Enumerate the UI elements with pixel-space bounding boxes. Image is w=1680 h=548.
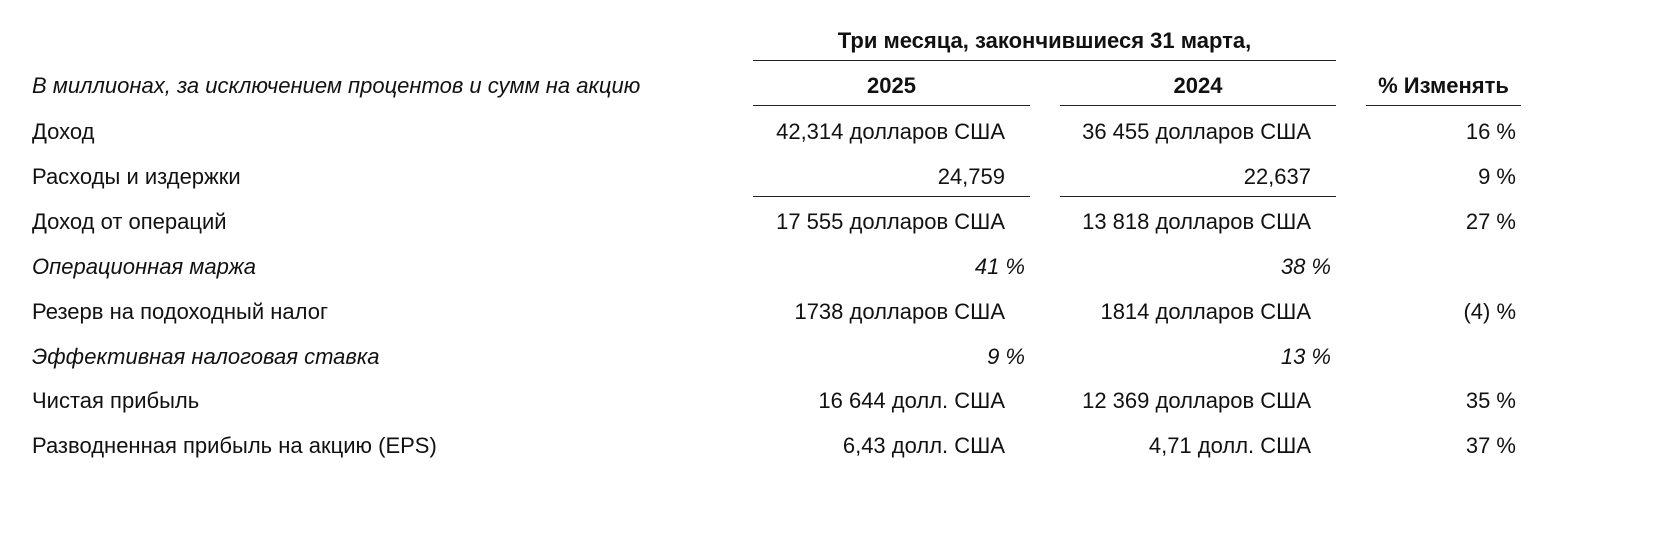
- column-header-2025: 2025: [867, 73, 916, 98]
- tax-provision-change: (4) %: [1463, 299, 1516, 324]
- period-underline: [753, 60, 1336, 61]
- header-underline-change: [1366, 105, 1521, 106]
- effective-tax-rate-2025: 9 %: [987, 344, 1025, 369]
- operating-margin-2025: 41 %: [974, 254, 1025, 279]
- header-underline-2025: [753, 105, 1030, 106]
- column-header-2024: 2024: [1173, 73, 1223, 98]
- row-label-operating-income: Доход от операций: [32, 209, 227, 234]
- row-label-net-income: Чистая прибыль: [32, 388, 200, 413]
- column-header-change: % Изменять: [1378, 73, 1509, 98]
- operating-margin-2024: 38 %: [1280, 254, 1331, 279]
- diluted-eps-change: 37 %: [1465, 433, 1516, 458]
- row-label-costs: Расходы и издержки: [32, 164, 241, 189]
- operating-income-2024: 13 818 долларов США: [1082, 209, 1311, 234]
- units-subtitle: В миллионах, за исключением процентов и сумм на акцию: [32, 73, 641, 98]
- diluted-eps-2025: 6,43 долл. США: [842, 433, 1005, 458]
- subtotal-underline-2024: [1060, 196, 1336, 197]
- net-income-2024: 12 369 долларов США: [1082, 388, 1311, 413]
- costs-2024: 22,637: [1243, 164, 1311, 189]
- row-label-revenue: Доход: [32, 119, 95, 144]
- costs-2025: 24,759: [937, 164, 1005, 189]
- header-underline-2024: [1060, 105, 1336, 106]
- tax-provision-2024: 1814 долларов США: [1100, 299, 1311, 324]
- effective-tax-rate-2024: 13 %: [1280, 344, 1331, 369]
- operating-income-change: 27 %: [1465, 209, 1516, 234]
- net-income-change: 35 %: [1465, 388, 1516, 413]
- revenue-2025: 42,314 долларов США: [776, 119, 1005, 144]
- period-title: Три месяца, закончившиеся 31 марта,: [837, 28, 1252, 53]
- revenue-2024: 36 455 долларов США: [1082, 119, 1311, 144]
- row-label-operating-margin: Операционная маржа: [32, 254, 256, 279]
- costs-change: 9 %: [1478, 164, 1516, 189]
- row-label-diluted-eps: Разводненная прибыль на акцию (EPS): [32, 433, 437, 458]
- row-label-effective-tax-rate: Эффективная налоговая ставка: [32, 344, 380, 369]
- net-income-2025: 16 644 долл. США: [818, 388, 1005, 413]
- tax-provision-2025: 1738 долларов США: [794, 299, 1005, 324]
- diluted-eps-2024: 4,71 долл. США: [1148, 433, 1311, 458]
- subtotal-underline-2025: [753, 196, 1030, 197]
- revenue-change: 16 %: [1465, 119, 1516, 144]
- row-label-tax-provision: Резерв на подоходный налог: [32, 299, 328, 324]
- operating-income-2025: 17 555 долларов США: [776, 209, 1005, 234]
